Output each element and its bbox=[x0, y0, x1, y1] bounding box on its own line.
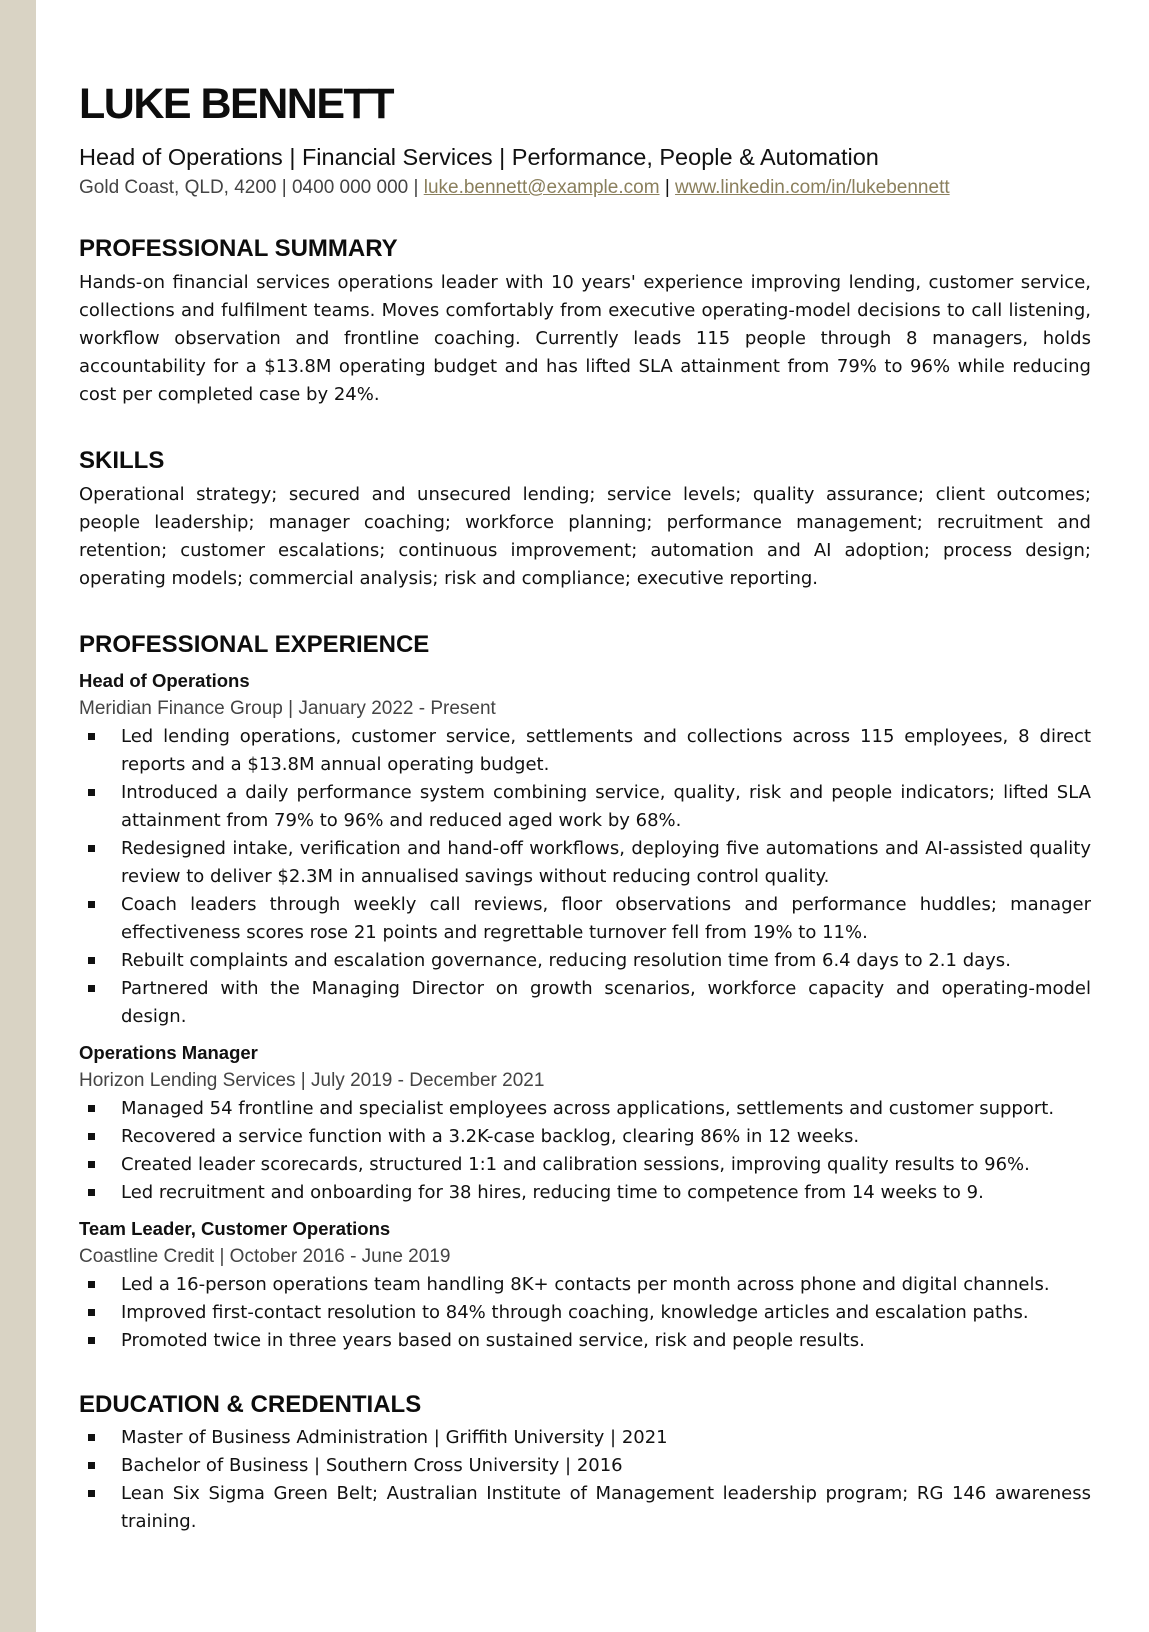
job-bullet: Promoted twice in three years based on sustained service, risk and people results. bbox=[79, 1327, 1091, 1355]
job-title: Head of Operations bbox=[79, 670, 250, 691]
job-bullet-list bbox=[79, 723, 1091, 1031]
job-bullet: Recovered a service function with a 3.2K-case backlog, clearing 86% in 12 weeks. bbox=[79, 1123, 1091, 1151]
job-bullet-list bbox=[79, 1095, 1091, 1207]
resume-header bbox=[79, 76, 1091, 202]
linkedin-link[interactable]: www.linkedin.com/in/lukebennett bbox=[675, 177, 950, 198]
job-title: Team Leader, Customer Operations bbox=[79, 1218, 391, 1239]
email-link[interactable]: luke.bennett@example.com bbox=[423, 177, 660, 198]
job-entry bbox=[79, 1039, 1091, 1207]
job-bullet: Created leader scorecards, structured 1:1 and calibration sessions, improving quality results to 96%. bbox=[79, 1151, 1091, 1179]
job-bullet: Managed 54 frontline and specialist employees across applications, settlements and customer support. bbox=[79, 1095, 1091, 1123]
decorative-side-band bbox=[0, 0, 36, 1632]
job-bullet: Introduced a daily performance system combining service, quality, risk and people indicators; lifted SLA attainment from 79% to 96% and reduced aged work by 68%. bbox=[79, 779, 1091, 835]
skills-heading: SKILLS bbox=[79, 447, 165, 474]
job-bullet: Improved first-contact resolution to 84% through coaching, knowledge articles and escalation paths. bbox=[79, 1299, 1091, 1327]
experience-heading: PROFESSIONAL EXPERIENCE bbox=[79, 631, 430, 658]
candidate-name: LUKE BENNETT bbox=[79, 80, 394, 128]
summary-heading: PROFESSIONAL SUMMARY bbox=[79, 235, 398, 262]
job-bullet: Partnered with the Managing Director on growth scenarios, workforce capacity and operating-model design. bbox=[79, 975, 1091, 1031]
job-bullet: Coach leaders through weekly call reviews, floor observations and performance huddles; manager effectiveness scores rose 21 points and regrettable turnover fell from 19% to 11%. bbox=[79, 891, 1091, 947]
job-bullet: Redesigned intake, verification and hand-off workflows, deploying five automations and AI-assisted quality review to deliver $2.3M in annualised savings without reducing control quality. bbox=[79, 835, 1091, 891]
job-bullet: Led lending operations, customer service, settlements and collections across 115 employees, 8 direct reports and a $13.8M annual operating budget. bbox=[79, 723, 1091, 779]
job-entry bbox=[79, 1215, 1091, 1355]
job-title: Operations Manager bbox=[79, 1042, 258, 1063]
job-employer-dates: Horizon Lending Services | July 2019 - December 2021 bbox=[79, 1070, 545, 1091]
summary-text: Hands-on financial services operations leader with 10 years' experience improving lending, customer service, collections and fulfilment teams. Moves comfortably from executive operating-model decisions to call listening, workflow observation and frontline coaching. Currently leads 115 people through 8 managers, holds accountability for a $13.8M operating budget and has lifted SLA attainment from 79% to 96% while reducing cost per completed case by 24%. bbox=[79, 272, 1091, 405]
education-item: Master of Business Administration | Griffith University | 2021 bbox=[79, 1424, 1091, 1452]
education-list bbox=[79, 1424, 1091, 1536]
contact-line bbox=[79, 174, 1091, 202]
professional-headline: Head of Operations | Financial Services | Performance, People & Automation bbox=[79, 144, 879, 170]
education-item: Lean Six Sigma Green Belt; Australian Institute of Management leadership program; RG 146 awareness training. bbox=[79, 1480, 1091, 1536]
skills-text: Operational strategy; secured and unsecured lending; service levels; quality assurance; client outcomes; people leadership; manager coaching; workforce planning; performance management; recruitment and retention; customer escalations; continuous improvement; automation and AI adoption; process design; operating models; commercial analysis; risk and compliance; executive reporting. bbox=[79, 484, 1091, 589]
contact-separator: | bbox=[664, 177, 670, 198]
job-entry bbox=[79, 667, 1091, 1031]
job-employer-dates: Coastline Credit | October 2016 - June 2019 bbox=[79, 1246, 451, 1267]
education-section bbox=[79, 1389, 1091, 1536]
job-bullet: Led recruitment and onboarding for 38 hires, reducing time to competence from 14 weeks to 9. bbox=[79, 1179, 1091, 1207]
job-bullet: Led a 16-person operations team handling 8K+ contacts per month across phone and digital channels. bbox=[79, 1271, 1091, 1299]
education-heading: EDUCATION & CREDENTIALS bbox=[79, 1391, 422, 1418]
education-item: Bachelor of Business | Southern Cross University | 2016 bbox=[79, 1452, 1091, 1480]
resume-page bbox=[79, 76, 1091, 1536]
summary-section bbox=[79, 233, 1091, 409]
experience-section bbox=[79, 629, 1091, 1355]
job-employer-dates: Meridian Finance Group | January 2022 - Present bbox=[79, 698, 496, 719]
skills-section bbox=[79, 445, 1091, 593]
job-bullet-list bbox=[79, 1271, 1091, 1355]
job-bullet: Rebuilt complaints and escalation governance, reducing resolution time from 6.4 days to 2.1 days. bbox=[79, 947, 1091, 975]
contact-location-phone: Gold Coast, QLD, 4200 | 0400 000 000 | bbox=[79, 177, 419, 198]
